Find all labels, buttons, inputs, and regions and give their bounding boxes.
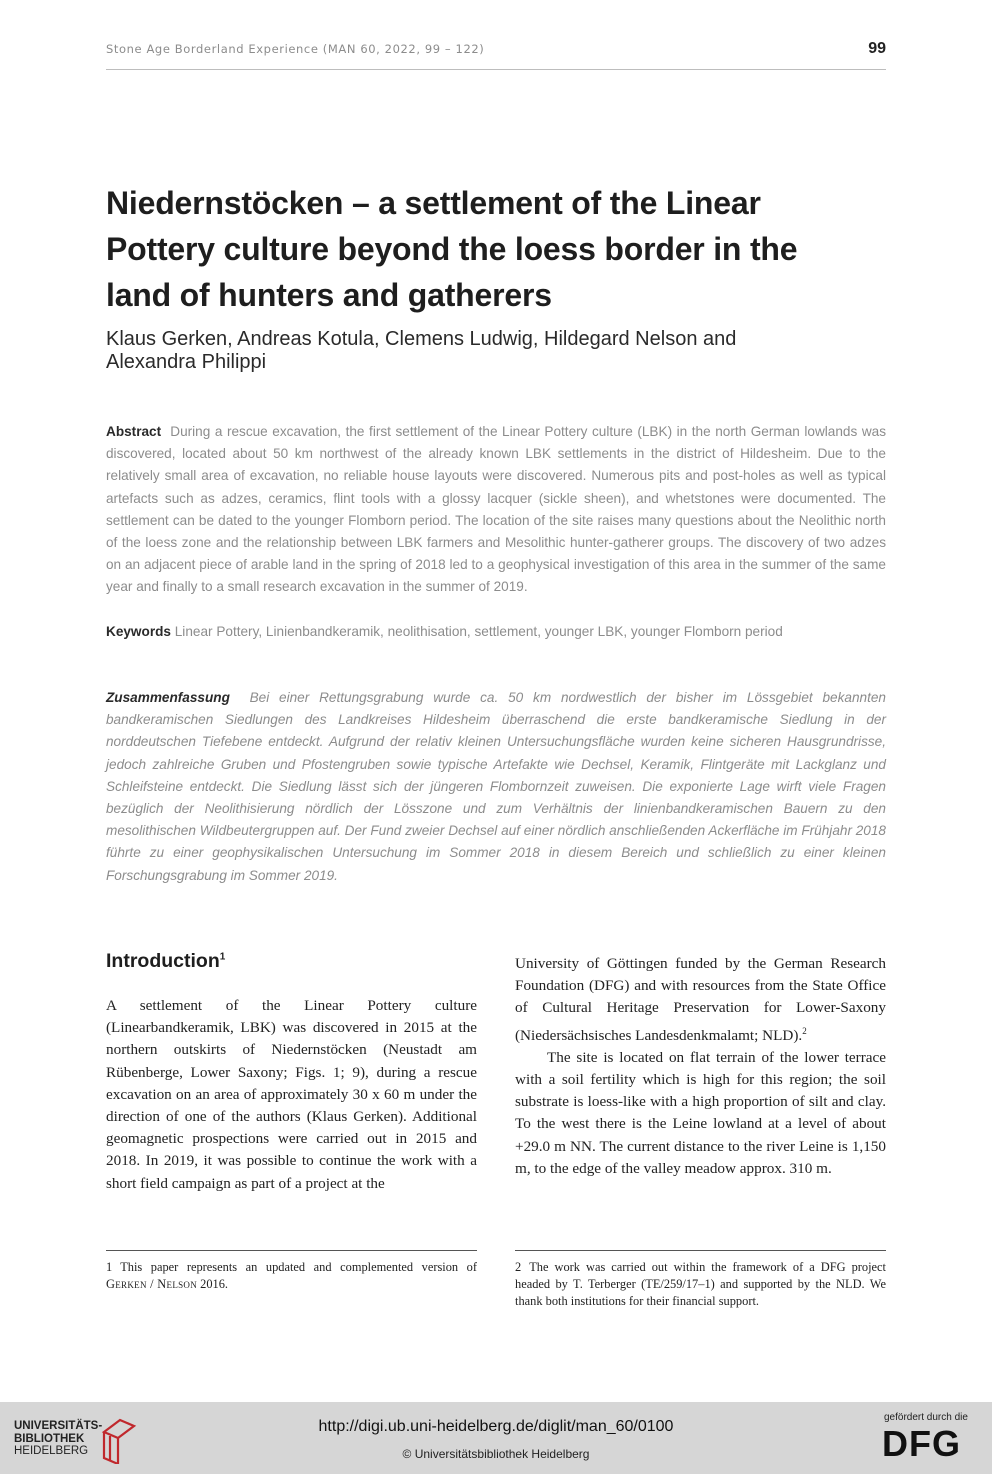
right-column-paragraph-1: University of Göttingen funded by the German Research Foundation (DFG) and with resources from the State Office of Cultural Heritage Preservation for Lower-Saxony (Niedersächsisches Landesdenkmalamt; NLD). xyxy=(515,955,886,1044)
zusammenfassung xyxy=(106,687,886,887)
running-header: Stone Age Borderland Experience (MAN 60, 2022, 99 – 122) xyxy=(106,42,485,56)
footnote-ref-1[interactable]: 1 xyxy=(219,951,226,963)
footnote-ref-2[interactable]: 2 xyxy=(802,1025,807,1036)
abstract xyxy=(106,421,886,599)
ub-logo-line-3: HEIDELBERG xyxy=(14,1445,89,1457)
footnote-1-text: This paper represents an updated and complemented version of xyxy=(120,1260,477,1274)
abstract-label: Abstract xyxy=(106,424,162,439)
page-number: 99 xyxy=(868,40,886,57)
right-column-paragraph-2: The site is located on flat terrain of the lower terrace with a soil fertility which is high for this region; the soil substrate is loess-like with a high proportion of silt and clay. To the west there is the Leine lowland at a level of about +29.0 m NN. The current distance to the river Leine is 1,150 m, to the edge of the valley meadow approx. 310 m. xyxy=(515,1048,886,1177)
zusammenfassung-text: Bei einer Rettungsgrabung wurde ca. 50 km nordwestlich der bisher im Lössgebiet bekannten bandkeramischen Siedlungen des Landkreises Hildesheim überraschend die erste bandkeramische Siedlung in der norddeutschen Tiefebene entdeckt. Aufgrund der relativ kleinen Untersuchungsfläche wurden keine sicheren Hausgrundrisse, jedoch zahlreiche Gruben und Pfostengruben sowie typische Artefakte wie Dechsel, Keramik, Flintgeräte mit Lackglanz und Schleifsteine entdeckt. Die Siedlung lässt sich der jüngeren Flombornzeit zuweisen. Die exponierte Lage wirft viele Fragen bezüglich der Neolithisierung nördlich der Lösszone und zum Verhältnis der linienbandkeramischen Bauern zu den mesolithischen Wildbeutergruppen auf. Der Fund zweier Dechsel auf einer nördlich anschließenden Ackerfläche im Frühjahr 2018 führte zu einer geophysikalischen Untersuchung im Sommer 2018 in diesem Bereich und schließlich zu einer kleinen Forschungsgrabung im Sommer 2019. xyxy=(106,690,886,883)
introduction-heading-text: Introduction xyxy=(106,950,220,972)
section-heading-introduction xyxy=(106,950,225,973)
footnote-rule-left xyxy=(106,1250,477,1251)
ub-logo-line-1: UNIVERSITÄTS- xyxy=(14,1420,103,1432)
footnote-1-number: 1 xyxy=(106,1260,113,1274)
footnote-1 xyxy=(106,1259,477,1293)
article-title: Niedernstöcken – a settlement of the Linear Pottery culture beyond the loess border in the land of hunters and gatherers xyxy=(106,185,798,313)
keywords xyxy=(106,621,886,643)
dfg-caption: gefördert durch die xyxy=(884,1412,968,1423)
body-column-left: A settlement of the Linear Pottery culture (Linearbandkeramik, LBK) was discovered in 2015 at the northern outskirts of Niedernstöcken (Neustadt am Rübenberge, Lower Saxony; Figs. 1; 9), during a rescue excavation on an area of approximately 30 x 60 m under the direction of one of the authors (Klaus Gerken). Additional geomagnetic prospections were carried out in 2015 and 2018. In 2019, it was possible to continue the work with a short field campaign as part of a project at the xyxy=(106,997,477,1192)
footnote-2-number: 2 xyxy=(515,1260,522,1274)
footer-url-link[interactable]: http://digi.ub.uni-heidelberg.de/diglit/man_60/0100 xyxy=(318,1418,674,1435)
footer-copyright: © Universitätsbibliothek Heidelberg xyxy=(402,1447,590,1461)
footnote-rule-right xyxy=(515,1250,886,1251)
zusammenfassung-label: Zusammenfassung xyxy=(106,690,230,705)
keywords-label: Keywords xyxy=(106,624,171,639)
abstract-text: During a rescue excavation, the first settlement of the Linear Pottery culture (LBK) in the north German lowlands was discovered, located about 50 km northwest of the already known LBK settlements in the district of Hildesheim. Due to the relatively small area of excavation, no reliable house layouts were discovered. Numerous pits and post-holes as well as typical artefacts such as adzes, ceramics, flint tools with a glossy lacquer (sickle sheen), and whetstones were documented. The settlement can be dated to the younger Flomborn period. The location of the site raises many questions about the Neolithic north of the loess zone and the relationship between LBK farmers and Mesolithic hunter-gatherer groups. The discovery of two adzes on an adjacent piece of arable land in the spring of 2018 led to a geophysical investigation of this area in the summer of the same year and finally to a small research excavation in the summer of 2019. xyxy=(106,424,886,595)
dfg-logo-text: DFG xyxy=(882,1423,961,1464)
library-footer xyxy=(0,1402,992,1474)
ub-logo-line-2: BIBLIOTHEK xyxy=(14,1432,85,1445)
footnote-1-reference: Gerken / Nelson xyxy=(106,1277,198,1292)
body-column-right xyxy=(515,953,886,1180)
footnote-1-year: 2016. xyxy=(200,1277,229,1292)
footnote-2 xyxy=(515,1259,886,1311)
header-rule xyxy=(106,69,886,70)
article-authors: Klaus Gerken, Andreas Kotula, Clemens Ludwig, Hildegard Nelson and Alexandra Philippi xyxy=(106,328,737,373)
dfg-funding-logo[interactable] xyxy=(880,1410,980,1470)
footnote-2-text: The work was carried out within the framework of a DFG project headed by T. Terberger (TE/259/17–1) and supported by the NLD. We thank both institutions for their financial support. xyxy=(515,1260,886,1309)
keywords-text: Linear Pottery, Linienbandkeramik, neolithisation, settlement, younger LBK, younger Flomborn period xyxy=(174,624,783,639)
